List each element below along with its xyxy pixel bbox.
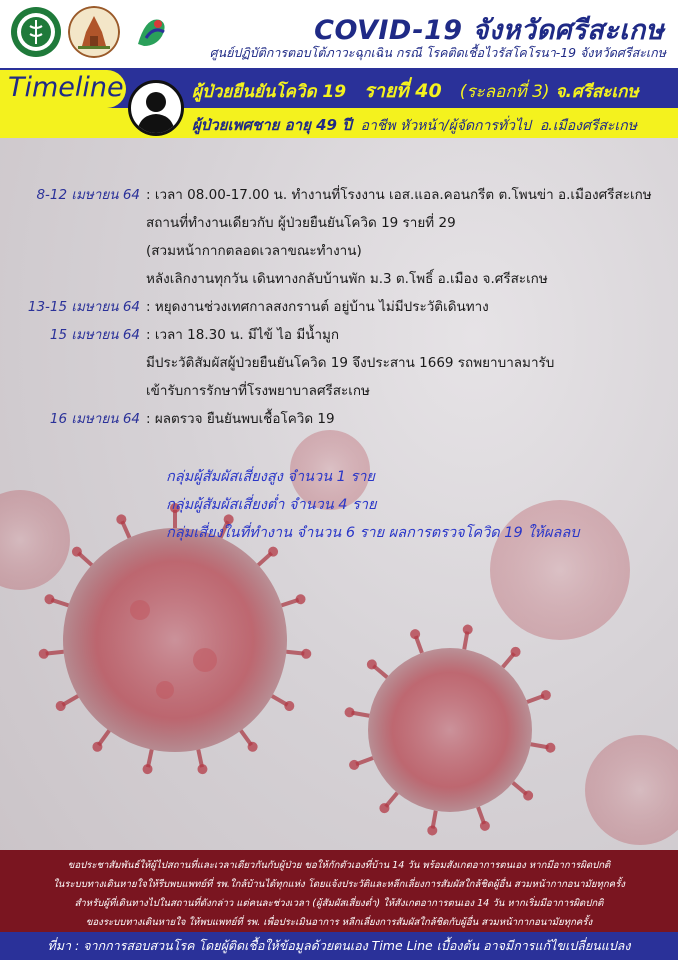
patient-headline xyxy=(192,76,639,106)
source-footer: ที่มา : จากการสอบสวนโรค โดยผู้ติดเชื้อให้ข้อมูลด้วยตนเอง Time Line เบื้องต้น อาจมีการแก้ไขเปลี่ยนแปลง xyxy=(0,932,678,960)
contact-group-workplace: กลุ่มเสี่ยงในที่ทำงาน จำนวน 6 ราย ผลการตรวจโควิด 19 ให้ผลลบ xyxy=(166,525,580,541)
timeline-label: Timeline xyxy=(8,72,124,103)
contact-group-high-risk: กลุ่มผู้สัมผัสเสี่ยงสูง จำนวน 1 ราย xyxy=(166,469,375,485)
notice-line: ขอประชาสัมพันธ์ให้ผู้ไปสถานที่และเวลาเดียวกันกับผู้ป่วย ขอให้กักตัวเองที่บ้าน 14 วัน พร้อมสังเกตอาการตนเอง หากมีอาการผิดปกติ xyxy=(67,860,611,871)
patient-sex-age: ผู้ป่วยเพศชาย อายุ 49 ปี xyxy=(192,116,352,134)
patient-occupation: อาชีพ หัวหน้า/ผู้จัดการทั่วไป xyxy=(360,118,531,134)
timeline-text: (สวมหน้ากากตลอดเวลาขณะทำงาน) xyxy=(146,243,362,259)
patient-avatar-icon xyxy=(128,80,184,136)
sisaket-provincial-seal-icon xyxy=(68,6,120,58)
timeline-text: : หยุดงานช่วงเทศกาลสงกรานต์ อยู่บ้าน ไม่มีประวัติเดินทาง xyxy=(146,299,489,315)
patient-type: ผู้ป่วยยืนยันโควิด 19 xyxy=(192,82,347,102)
page-title: COVID-19 จังหวัดศรีสะเกษ xyxy=(314,15,664,46)
notice-line: ในระบบทางเดินหายใจให้รีบพบแพทย์ที่ รพ.ใกล้บ้านได้ทุกแห่ง โดยแจ้งประวัติและหลีกเลี่ยงการสัมผัสใกล้ชิดผู้อื่น สวมหน้ากากอนามัยทุกครั้ง xyxy=(53,879,625,890)
timeline-date: 13-15 เมษายน 64 xyxy=(27,299,140,315)
timeline-text: : เวลา 18.30 น. มีไข้ ไอ มีน้ำมูก xyxy=(146,327,340,343)
province: จ.ศรีสะเกษ xyxy=(555,82,639,102)
sisaket-health-office-logo-icon xyxy=(126,6,178,58)
patient-detail xyxy=(192,113,637,137)
timeline-date: 8-12 เมษายน 64 xyxy=(36,187,140,203)
timeline-text: : เวลา 08.00-17.00 น. ทำงานที่โรงงาน เอส.แอล.คอนกรีต ต.โพนข่า อ.เมืองศรีสะเกษ xyxy=(146,187,652,203)
timeline-text: หลังเลิกงานทุกวัน เดินทางกลับบ้านพัก ม.3 ต.โพธิ์ อ.เมือง จ.ศรีสะเกษ xyxy=(146,271,548,287)
timeline-text: มีประวัติสัมผัสผู้ป่วยยืนยันโควิด 19 จึงประสาน 1669 รถพยาบาลมารับ xyxy=(146,355,555,371)
header xyxy=(0,0,678,68)
page-subtitle: ศูนย์ปฏิบัติการตอบโต้ภาวะฉุกเฉิน กรณี โรคติดเชื้อไวรัสโคโรนา-19 จังหวัดศรีสะเกษ xyxy=(209,45,666,60)
wave-round: (ระลอกที่ 3) xyxy=(459,82,550,102)
notice-line: ของระบบทางเดินหายใจ ให้พบแพทย์ที่ รพ. เพื่อประเมินอาการ หลีกเลี่ยงการสัมผัสใกล้ชิดกับผู้อื่น สวมหน้ากากอนามัยทุกครั้ง xyxy=(85,917,593,928)
timeline-date: 16 เมษายน 64 xyxy=(49,411,140,427)
ministry-of-public-health-seal-icon xyxy=(10,6,62,58)
patient-district: อ.เมืองศรีสะเกษ xyxy=(539,118,637,134)
public-advisory-notice xyxy=(0,850,678,932)
timeline-text: สถานที่ทำงานเดียวกับ ผู้ป่วยยืนยันโควิด 19 รายที่ 29 xyxy=(146,215,456,231)
timeline-text: เข้ารับการรักษาที่โรงพยาบาลศรีสะเกษ xyxy=(146,383,370,399)
notice-line: สำหรับผู้ที่เดินทางไปในสถานที่ดังกล่าว แต่คนละช่วงเวลา (ผู้สัมผัสเสี่ยงต่ำ) ให้สังเกตอาการตนเอง 14 วัน หากเริ่มมีอาการผิดปกติ xyxy=(74,898,604,909)
timeline-text: : ผลตรวจ ยืนยันพบเชื้อโควิด 19 xyxy=(146,411,335,427)
timeline-date: 15 เมษายน 64 xyxy=(49,327,140,343)
case-number: รายที่ 40 xyxy=(364,80,442,102)
contact-group-low-risk: กลุ่มผู้สัมผัสเสี่ยงต่ำ จำนวน 4 ราย xyxy=(166,497,377,513)
